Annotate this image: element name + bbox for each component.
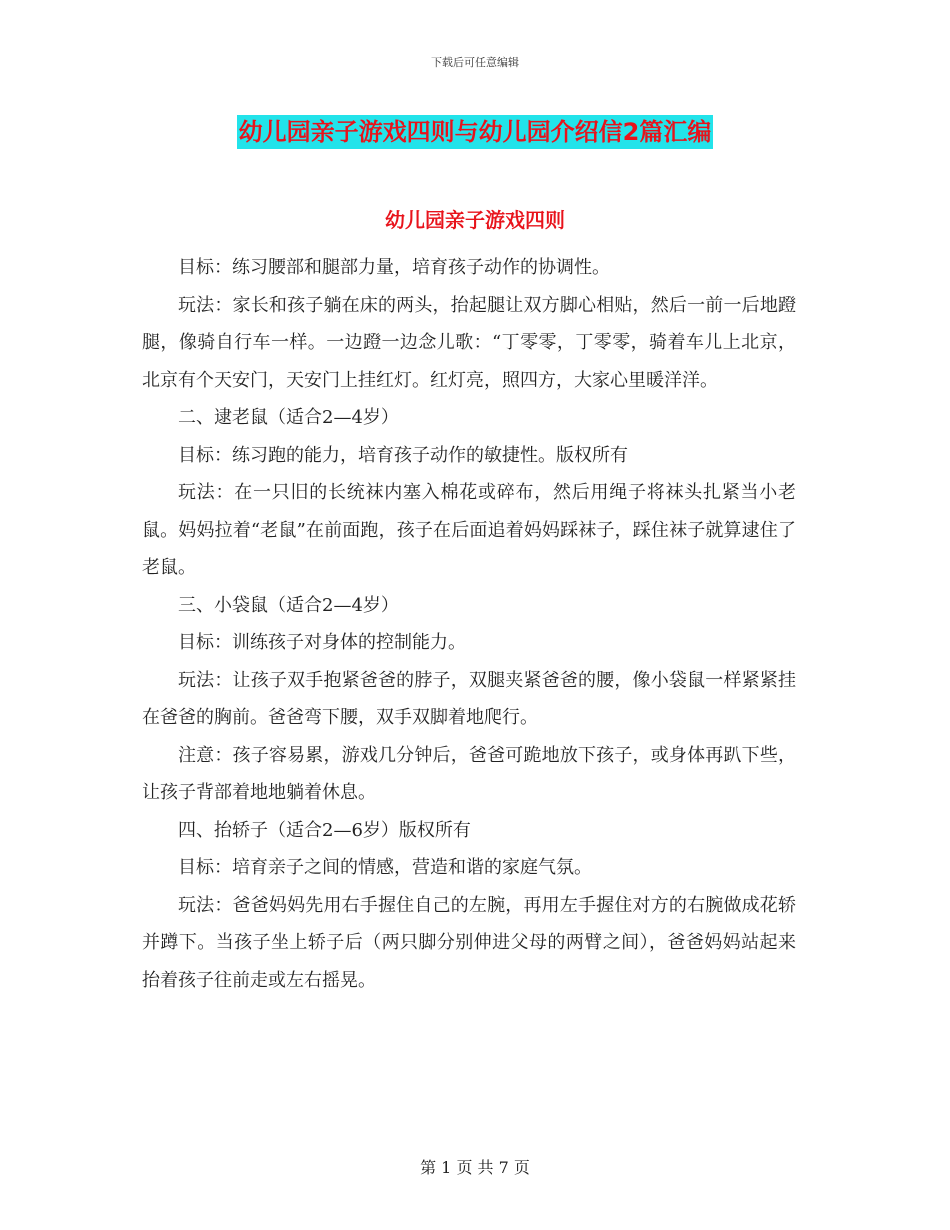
- paragraph: 玩法：爸爸妈妈先用右手握住自己的左腕，再用左手握住对方的右腕做成花轿并蹲下。当孩子坐上轿子后（两只脚分别伸进父母的两臂之间），爸爸妈妈站起来抬着孩子往前走或左右摇晃。: [142, 894, 796, 991]
- paragraph: 目标：训练孩子对身体的控制能力。: [178, 632, 466, 653]
- document-title-text: 幼儿园亲子游戏四则与幼儿园介绍信2篇汇编: [237, 115, 714, 149]
- document-title: [0, 112, 950, 147]
- paragraph: 三、小袋鼠（适合2—4岁）: [178, 594, 399, 616]
- paragraph: 玩法：家长和孩子躺在床的两头，抬起腿让双方脚心相贴，然后一前一后地蹬腿，像骑自行车一样。一边蹬一边念儿歌：“丁零零，丁零零，骑着车儿上北京，北京有个天安门，天安门上挂红灯。红灯亮，照四方，大家心里暖洋洋。: [142, 294, 796, 391]
- body-text: [142, 249, 796, 999]
- paragraph: 目标：培育亲子之间的情感，营造和谐的家庭气氛。: [178, 857, 592, 878]
- paragraph: 玩法：在一只旧的长统袜内塞入棉花或碎布，然后用绳子将袜头扎紧当小老鼠。妈妈拉着“老鼠”在前面跑，孩子在后面追着妈妈踩袜子，踩住袜子就算逮住了老鼠。: [142, 482, 796, 578]
- paragraph: 目标：练习腰部和腿部力量，培育孩子动作的协调性。: [178, 257, 610, 278]
- section-title: 幼儿园亲子游戏四则: [385, 208, 565, 232]
- page-number: 第 1 页 共 7 页: [420, 1158, 530, 1177]
- paragraph: 玩法：让孩子双手抱紧爸爸的脖子，双腿夹紧爸爸的腰，像小袋鼠一样紧紧挂在爸爸的胸前。爸爸弯下腰，双手双脚着地爬行。: [142, 669, 796, 728]
- paragraph: 四、抬轿子（适合2—6岁）版权所有: [178, 819, 471, 841]
- page-header: 下载后可任意编辑: [431, 56, 519, 69]
- paragraph: 目标：练习跑的能力，培育孩子动作的敏捷性。版权所有: [178, 444, 628, 466]
- paragraph: 注意：孩子容易累，游戏几分钟后，爸爸可跪地放下孩子，或身体再趴下些，让孩子背部着地地躺着休息。: [142, 744, 796, 803]
- paragraph: 二、逮老鼠（适合2—4岁）: [178, 407, 399, 428]
